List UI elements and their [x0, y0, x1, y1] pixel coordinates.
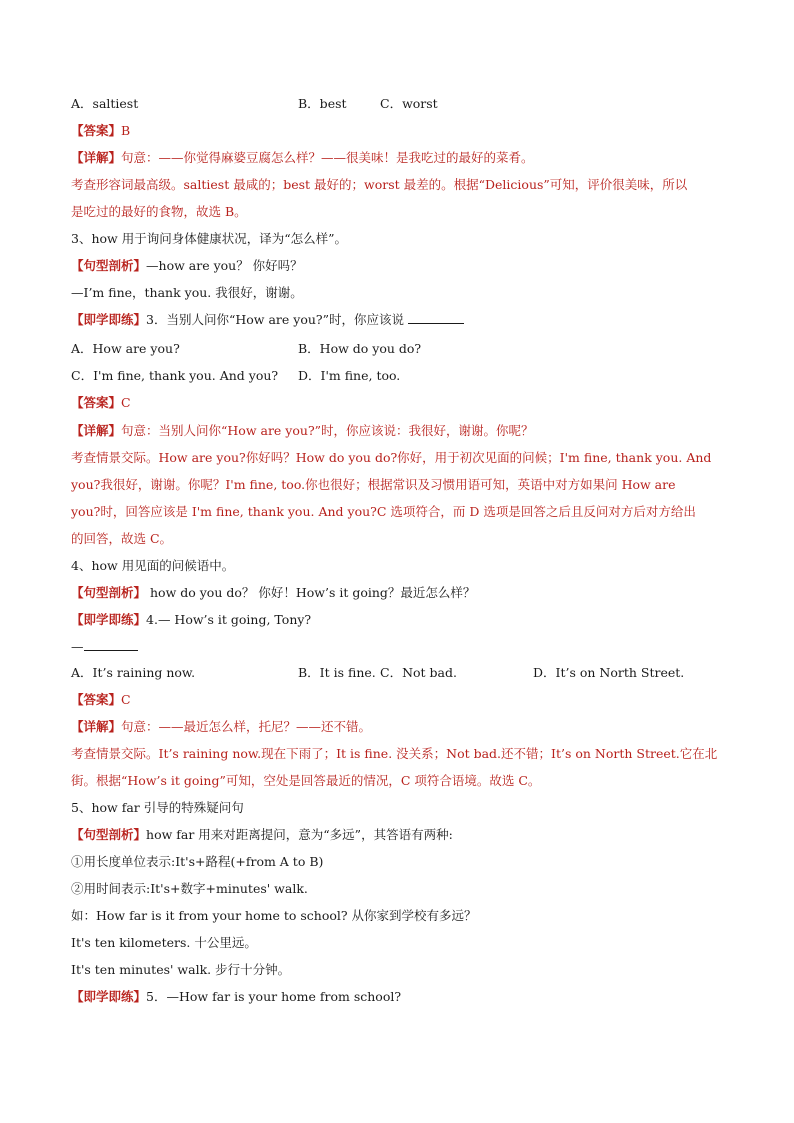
practice-tag: 【即学即练】	[71, 312, 147, 327]
q3-detail-line-1	[71, 422, 534, 440]
section-5-example-2: It's ten kilometers. 十公里远。	[71, 935, 257, 950]
practice-tag: 【即学即练】	[71, 989, 147, 1004]
answer-tag: 【答案】	[71, 692, 122, 707]
section-5-pattern	[71, 826, 453, 844]
answer-blank	[408, 311, 464, 324]
q2-detail-line-1	[71, 149, 534, 167]
section-3-pattern	[71, 257, 303, 275]
pattern-tag: 【句型剖析】	[71, 585, 147, 600]
section-4-heading: 4、how 用见面的问候语中。	[71, 558, 235, 573]
section-3-example: —I’m fine，thank you. 我很好，谢谢。	[71, 285, 303, 300]
section-5-example-1: 如：How far is it from your home to school? 从你家到学校有多远？	[71, 908, 477, 923]
pattern-tag: 【句型剖析】	[71, 827, 147, 842]
answer-value: B	[121, 123, 131, 138]
q3-detail-line-4: you?时，回答应该是 I'm fine, thank you. And you?C 选项符合，而 D 选项是回答之后且反问对方后对方给出	[71, 504, 696, 519]
detail-tag: 【详解】	[71, 150, 122, 165]
answer-tag: 【答案】	[71, 123, 122, 138]
q4-detail-line-3: 街。根据“How’s it going”可知，空处是回答最近的情况，C 项符合语境。故选 C。	[71, 773, 541, 788]
q4-answer	[71, 691, 131, 709]
section-5-heading: 5、how far 引导的特殊疑问句	[71, 800, 244, 815]
practice-text: 4.— How’s it going, Tony?	[146, 612, 312, 627]
section-3-practice	[71, 311, 464, 329]
q2-option-c: C．worst	[380, 96, 438, 111]
pattern-text: how do you do？ 你好！How’s it going？最近怎么样？	[146, 585, 476, 600]
q4-option-c: C．Not bad.	[380, 665, 457, 680]
pattern-text: how far 用来对距离提问，意为“多远”，其答语有两种:	[146, 827, 453, 842]
detail-text: 句意：当别人问你“How are you?”时，你应该说：我很好，谢谢。你呢？	[121, 423, 534, 438]
q3-detail-line-3: you?我很好，谢谢。你呢？I'm fine, too.你也很好；根据常识及习惯用语可知，英语中对方如果问 How are	[71, 477, 676, 492]
section-3-heading: 3、how 用于询问身体健康状况，译为“怎么样”。	[71, 231, 347, 246]
section-5-item-1: ①用长度单位表示:It's+路程(+from A to B)	[71, 854, 324, 869]
detail-text: 句意：——你觉得麻婆豆腐怎么样？——很美味！是我吃过的最好的菜肴。	[121, 150, 534, 165]
q2-detail-line-2: 考查形容词最高级。saltiest 最咸的；best 最好的；worst 最差的。根据“Delicious”可知，评价很美味，所以	[71, 177, 688, 192]
section-5-example-3: It's ten minutes' walk. 步行十分钟。	[71, 962, 291, 977]
q4-option-b: B．It is fine.	[298, 665, 376, 680]
dash: —	[71, 639, 84, 654]
section-4-pattern	[71, 584, 475, 602]
q3-detail-line-5: 的回答，故选 C。	[71, 531, 173, 546]
section-5-practice	[71, 988, 401, 1006]
pattern-tag: 【句型剖析】	[71, 258, 147, 273]
q2-detail-line-3: 是吃过的最好的食物，故选 B。	[71, 204, 247, 219]
detail-tag: 【详解】	[71, 719, 122, 734]
q4-detail-line-1	[71, 718, 371, 736]
q4-option-a: A．It’s raining now.	[71, 665, 196, 680]
detail-tag: 【详解】	[71, 423, 122, 438]
q2-answer	[71, 122, 130, 140]
q4-detail-line-2: 考查情景交际。It’s raining now.现在下雨了；It is fine. 没关系；Not bad.还不错；It’s on North Street.它在北	[71, 746, 718, 761]
q3-option-b: B．How do you do?	[298, 341, 422, 356]
q3-option-a: A．How are you?	[71, 341, 180, 356]
practice-text: 3．当别人问你“How are you?”时，你应该说	[146, 312, 404, 327]
answer-value: C	[121, 692, 131, 707]
detail-text: 句意：——最近怎么样，托尼？——还不错。	[121, 719, 372, 734]
q2-option-a: A．saltiest	[71, 96, 139, 111]
q3-option-d: D．I'm fine, too.	[298, 368, 401, 383]
q3-answer	[71, 394, 131, 412]
answer-tag: 【答案】	[71, 395, 122, 410]
q3-detail-line-2: 考查情景交际。How are you?你好吗？How do you do?你好，用于初次见面的问候；I'm fine, thank you. And	[71, 450, 712, 465]
q4-response-blank	[71, 638, 138, 656]
answer-blank	[84, 638, 138, 651]
q2-option-b: B．best	[298, 96, 347, 111]
q4-option-d: D．It’s on North Street.	[533, 665, 685, 680]
answer-value: C	[121, 395, 131, 410]
practice-text: 5．—How far is your home from school?	[146, 989, 402, 1004]
pattern-text: —how are you？ 你好吗？	[146, 258, 303, 273]
practice-tag: 【即学即练】	[71, 612, 147, 627]
section-5-item-2: ②用时间表示:It's+数字+minutes' walk.	[71, 881, 308, 896]
q3-option-c: C．I'm fine, thank you. And you?	[71, 368, 279, 383]
section-4-practice	[71, 611, 311, 629]
